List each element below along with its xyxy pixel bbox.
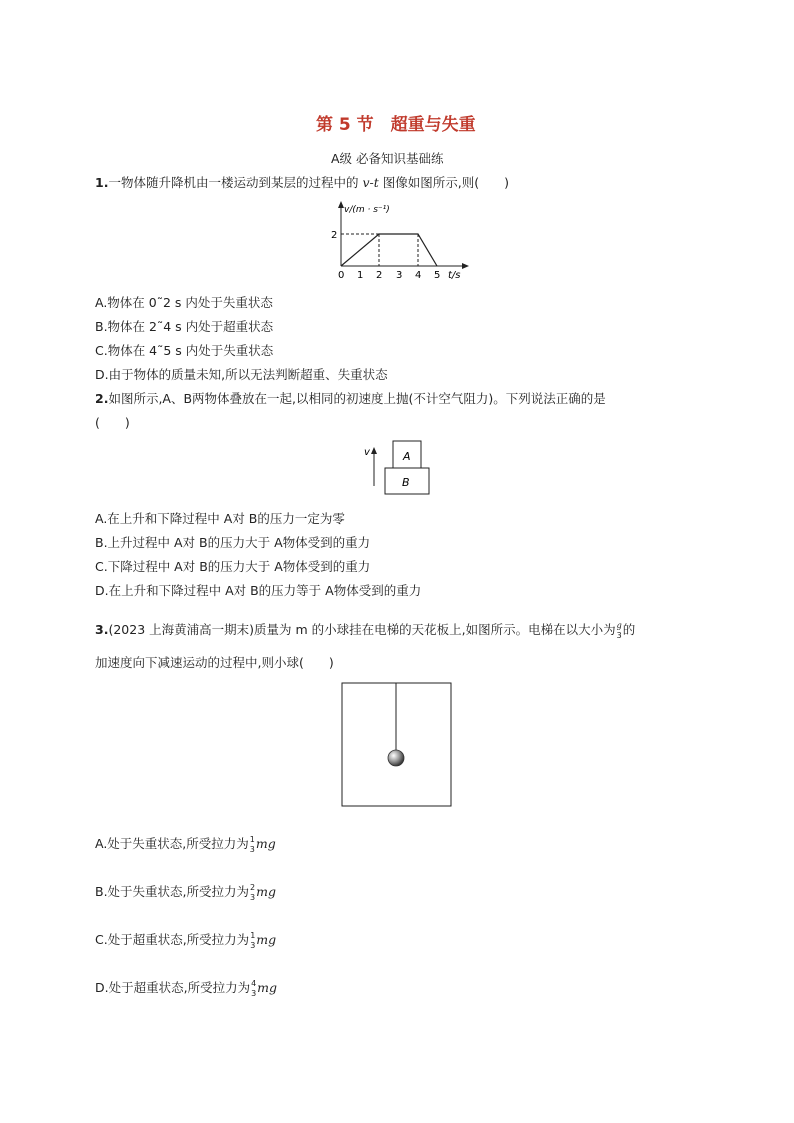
fraction-denominator: 3: [616, 631, 622, 640]
block-b-label: B: [402, 476, 410, 489]
x-axis-arrow: [462, 263, 469, 269]
option-unit: mg: [256, 884, 276, 899]
question-text: (2023 上海黄浦高一期末)质量为 m 的小球挂在电梯的天花板上,如图所示。电梯在以大小为: [108, 622, 616, 637]
fraction-denominator: 3: [250, 893, 256, 902]
x-tick-label: 1: [357, 270, 364, 280]
fraction-numerator: 2: [250, 883, 256, 892]
option-unit: mg: [255, 836, 276, 851]
option-b: [95, 882, 276, 902]
fraction-numerator: 1: [250, 931, 256, 940]
fraction-denominator: 3: [250, 941, 256, 950]
option-d: D.由于物体的质量未知,所以无法判断超重、失重状态: [95, 367, 388, 382]
x-tick-label: 0: [338, 270, 345, 280]
question-2-paren: ( ): [95, 415, 130, 430]
vt-symbol: v-t: [362, 175, 379, 190]
option-d: D.在上升和下降过程中 A对 B的压力等于 A物体受到的重力: [95, 583, 422, 598]
option-fraction: [250, 835, 255, 854]
stacked-blocks-figure: [362, 438, 434, 496]
option-c: [95, 930, 276, 950]
question-3-stem-line2: 加速度向下减速运动的过程中,则小球( ): [95, 655, 334, 670]
fraction-denominator: 3: [251, 989, 257, 998]
velocity-label: v: [364, 447, 370, 458]
option-text: D.处于超重状态,所受拉力为: [95, 980, 251, 995]
option-a: A.在上升和下降过程中 A对 B的压力一定为零: [95, 511, 345, 526]
acceleration-fraction: [617, 621, 622, 640]
velocity-arrowhead: [371, 447, 377, 454]
level-heading: A级 必备知识基础练: [331, 151, 444, 166]
block-a-label: A: [403, 450, 411, 463]
option-c: C.下降过程中 A对 B的压力大于 A物体受到的重力: [95, 559, 371, 574]
option-b: B.上升过程中 A对 B的压力大于 A物体受到的重力: [95, 535, 371, 550]
question-number: 2.: [95, 391, 109, 406]
option-fraction: [250, 883, 255, 902]
fraction-denominator: 3: [249, 845, 255, 854]
option-b: B.物体在 2˜4 s 内处于超重状态: [95, 319, 274, 334]
question-text: 如图所示,A、B两物体叠放在一起,以相同的初速度上抛(不计空气阻力)。下列说法正确的是: [108, 391, 606, 406]
question-number: 1.: [95, 175, 109, 190]
question-text: 的: [622, 622, 636, 637]
question-1-stem: [95, 173, 509, 191]
y-tick-label: 2: [331, 230, 338, 241]
fraction-numerator: 1: [249, 835, 255, 844]
ball: [388, 750, 404, 766]
option-a: A.物体在 0˜2 s 内处于失重状态: [95, 295, 273, 310]
option-text: B.处于失重状态,所受拉力为: [95, 884, 250, 899]
x-tick-label: 4: [415, 270, 422, 280]
x-tick-label: 3: [396, 270, 403, 280]
option-c: C.物体在 4˜5 s 内处于失重状态: [95, 343, 274, 358]
option-fraction: [251, 979, 256, 998]
option-unit: mg: [256, 932, 277, 947]
vt-line: [341, 234, 437, 266]
option-fraction: [250, 931, 255, 950]
option-text: C.处于超重状态,所受拉力为: [95, 932, 250, 947]
vt-graph: [326, 198, 476, 280]
question-text: 图像如图所示,则( ): [382, 175, 509, 190]
option-d: [95, 978, 277, 998]
x-tick-label: 5: [434, 270, 441, 280]
page-title: 第 5 节 超重与失重: [316, 115, 476, 135]
fraction-numerator: 4: [251, 979, 257, 988]
question-3-stem: [95, 620, 635, 640]
option-a: [95, 834, 276, 854]
fraction-numerator: g: [616, 621, 622, 630]
option-unit: mg: [257, 980, 278, 995]
elevator-figure: [341, 682, 453, 808]
question-text: 一物体随升降机由一楼运动到某层的过程中的: [108, 175, 359, 190]
x-axis-label: t/s: [448, 270, 461, 280]
question-number: 3.: [95, 622, 109, 637]
question-2-stem: [95, 389, 606, 407]
y-axis-label: v/(m · s⁻¹): [344, 205, 390, 215]
x-tick-label: 2: [376, 270, 383, 280]
option-text: A.处于失重状态,所受拉力为: [95, 836, 249, 851]
